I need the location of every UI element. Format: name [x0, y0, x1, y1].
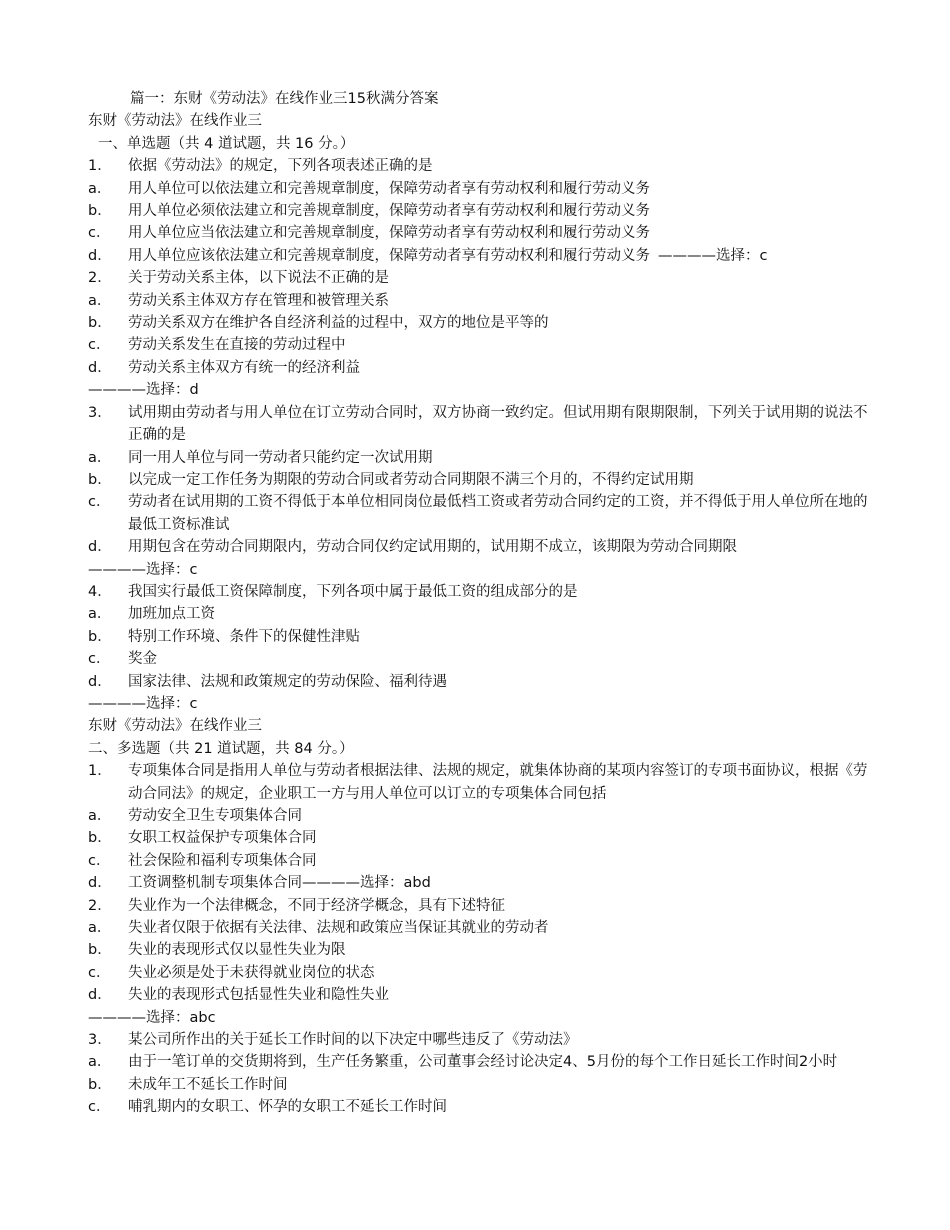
option-label: a． [88, 292, 112, 309]
question-number: 1． [88, 763, 112, 780]
question [88, 402, 868, 447]
option-label: a． [88, 920, 112, 937]
answer-line: ————选择：c [658, 247, 768, 264]
option [88, 312, 868, 334]
option-text: 失业必须是处于未获得就业岗位的状态 [128, 964, 375, 981]
question-text: 关于劳动关系主体，以下说法不正确的是 [128, 270, 389, 287]
question [88, 1029, 868, 1051]
option [88, 357, 868, 379]
question [88, 267, 868, 289]
part-heading: 东财《劳动法》在线作业三 [88, 718, 262, 735]
option [88, 671, 868, 693]
option-text: 工资调整机制专项集体合同————选择：abd [128, 875, 431, 892]
document-page [88, 88, 868, 1119]
option [88, 917, 868, 939]
option-text: 国家法律、法规和政策规定的劳动保险、福利待遇 [128, 673, 447, 690]
option [88, 850, 868, 872]
option-label: d． [88, 247, 112, 264]
question-text: 试用期由劳动者与用人单位在订立劳动合同时，双方协商一致约定。但试用期有限期限制，下列关于试用期的说法不正确的是 [128, 404, 868, 444]
question-number: 2． [88, 270, 112, 287]
option-label: d． [88, 539, 112, 556]
answer-line: ————选择：c [88, 695, 198, 712]
question-text: 我国实行最低工资保障制度，下列各项中属于最低工资的组成部分的是 [128, 583, 578, 600]
option [88, 245, 868, 267]
option [88, 290, 868, 312]
option-label: b． [88, 471, 112, 488]
option-label: b． [88, 203, 112, 220]
option-label: a． [88, 606, 112, 623]
option-label: c． [88, 651, 111, 668]
answer-line: ————选择：d [88, 382, 199, 399]
option [88, 872, 868, 894]
option-text: 由于一笔订单的交货期将到，生产任务繁重，公司董事会经讨论决定4、5月份的每个工作日延长工作时间2小时 [128, 1054, 838, 1071]
option-text: 劳动关系主体双方有统一的经济利益 [128, 359, 360, 376]
question [88, 581, 868, 603]
option [88, 984, 868, 1006]
option-text: 女职工权益保护专项集体合同 [128, 830, 317, 847]
option-text: 失业的表现形式仅以显性失业为限 [128, 942, 346, 959]
option-text: 劳动安全卫生专项集体合同 [128, 808, 302, 824]
question-text: 依据《劳动法》的规定，下列各项表述正确的是 [128, 158, 433, 175]
option-label: a． [88, 808, 112, 824]
option-label: a． [88, 449, 112, 466]
option-label: d． [88, 673, 112, 690]
option-text: 奖金 [128, 651, 157, 668]
part-heading: 东财《劳动法》在线作业三 [88, 113, 262, 130]
option-text: 劳动者在试用期的工资不得低于本单位相同岗位最低档工资或者劳动合同约定的工资，并不得低于用人单位所在地的最低工资标准试 [128, 494, 868, 533]
question-number: 4． [88, 583, 112, 600]
option [88, 447, 868, 469]
question-number: 3． [88, 404, 112, 421]
option-text: 用人单位可以依法建立和完善规章制度，保障劳动者享有劳动权利和履行劳动义务 [128, 180, 650, 197]
section-heading: 一、单选题（共 4 道试题，共 16 分。） [98, 135, 355, 152]
option [88, 222, 868, 244]
question-text: 某公司所作出的关于延长工作时间的以下决定中哪些违反了《劳动法》 [128, 1032, 578, 1049]
option [88, 805, 868, 827]
option [88, 200, 868, 222]
question-number: 3． [88, 1032, 112, 1049]
option-text: 用期包含在劳动合同期限内，劳动合同仅约定试用期的，试用期不成立，该期限为劳动合同期限 [128, 539, 737, 556]
question-number: 2． [88, 897, 112, 914]
option [88, 178, 868, 200]
option-label: c． [88, 494, 111, 511]
option-label: c． [88, 852, 111, 869]
option [88, 626, 868, 648]
option-label: d． [88, 359, 112, 376]
option-text: 以完成一定工作任务为期限的劳动合同或者劳动合同期限不满三个月的，不得约定试用期 [128, 471, 694, 488]
option [88, 536, 868, 558]
option-text: 用人单位必须依法建立和完善规章制度，保障劳动者享有劳动权利和履行劳动义务 [128, 203, 650, 220]
option-text-body: 用人单位应该依法建立和完善规章制度，保障劳动者享有劳动权利和履行劳动义务 [128, 247, 650, 264]
option-label: b． [88, 1076, 112, 1093]
option-text: 用人单位应当依法建立和完善规章制度，保障劳动者享有劳动权利和履行劳动义务 [128, 225, 650, 242]
part-single-choice [88, 110, 868, 715]
option-label: c． [88, 225, 111, 242]
question [88, 895, 868, 917]
option-text: 加班加点工资 [128, 606, 215, 623]
option [88, 1074, 868, 1096]
option-label: a． [88, 1054, 112, 1071]
option-text: 哺乳期内的女职工、怀孕的女职工不延长工作时间 [128, 1099, 447, 1116]
option-label: d． [88, 875, 112, 892]
option-text: 社会保险和福利专项集体合同 [128, 852, 317, 869]
option-text: 劳动关系主体双方存在管理和被管理关系 [128, 292, 389, 309]
question-number: 1． [88, 158, 112, 175]
option-text: 特别工作环境、条件下的保健性津贴 [128, 628, 360, 645]
option-label: c． [88, 337, 111, 354]
option [88, 491, 868, 536]
option-label: b． [88, 830, 112, 847]
section-heading: 二、多选题（共 21 道试题，共 84 分。） [88, 740, 354, 757]
option-text: 劳动关系双方在维护各自经济利益的过程中，双方的地位是平等的 [128, 315, 549, 332]
option [88, 827, 868, 849]
option-label: b． [88, 942, 112, 959]
option-text: 失业者仅限于依据有关法律、法规和政策应当保证其就业的劳动者 [128, 920, 549, 937]
answer-line: ————选择：c [88, 561, 198, 578]
option-text [128, 245, 868, 267]
option-label: c． [88, 1099, 111, 1116]
option-label: c． [88, 964, 111, 981]
option-text: 失业的表现形式包括显性失业和隐性失业 [128, 987, 389, 1004]
answer-line: ————选择：abc [88, 1009, 216, 1026]
part-multiple-choice [88, 715, 868, 1118]
question [88, 760, 868, 805]
question [88, 155, 868, 177]
option [88, 1051, 868, 1073]
option-label: a． [88, 180, 112, 197]
option-label: d． [88, 987, 112, 1004]
option [88, 603, 868, 625]
option [88, 962, 868, 984]
question-text: 失业作为一个法律概念，不同于经济学概念，具有下述特征 [128, 897, 505, 914]
question-text: 专项集体合同是指用人单位与劳动者根据法律、法规的规定，就集体协商的某项内容签订的专项书面协议，根据《劳动合同法》的规定，企业职工一方与用人单位可以订立的专项集体合同包括 [128, 763, 868, 802]
option-label: b． [88, 628, 112, 645]
option [88, 334, 868, 356]
option-label: b． [88, 315, 112, 332]
option [88, 469, 868, 491]
option-text: 劳动关系发生在直接的劳动过程中 [128, 337, 346, 354]
option-text: 同一用人单位与同一劳动者只能约定一次试用期 [128, 449, 433, 466]
option-text: 未成年工不延长工作时间 [128, 1076, 288, 1093]
option [88, 1096, 868, 1118]
option [88, 939, 868, 961]
document-title: 篇一：东财《劳动法》在线作业三15秋满分答案 [130, 91, 439, 107]
option [88, 648, 868, 670]
